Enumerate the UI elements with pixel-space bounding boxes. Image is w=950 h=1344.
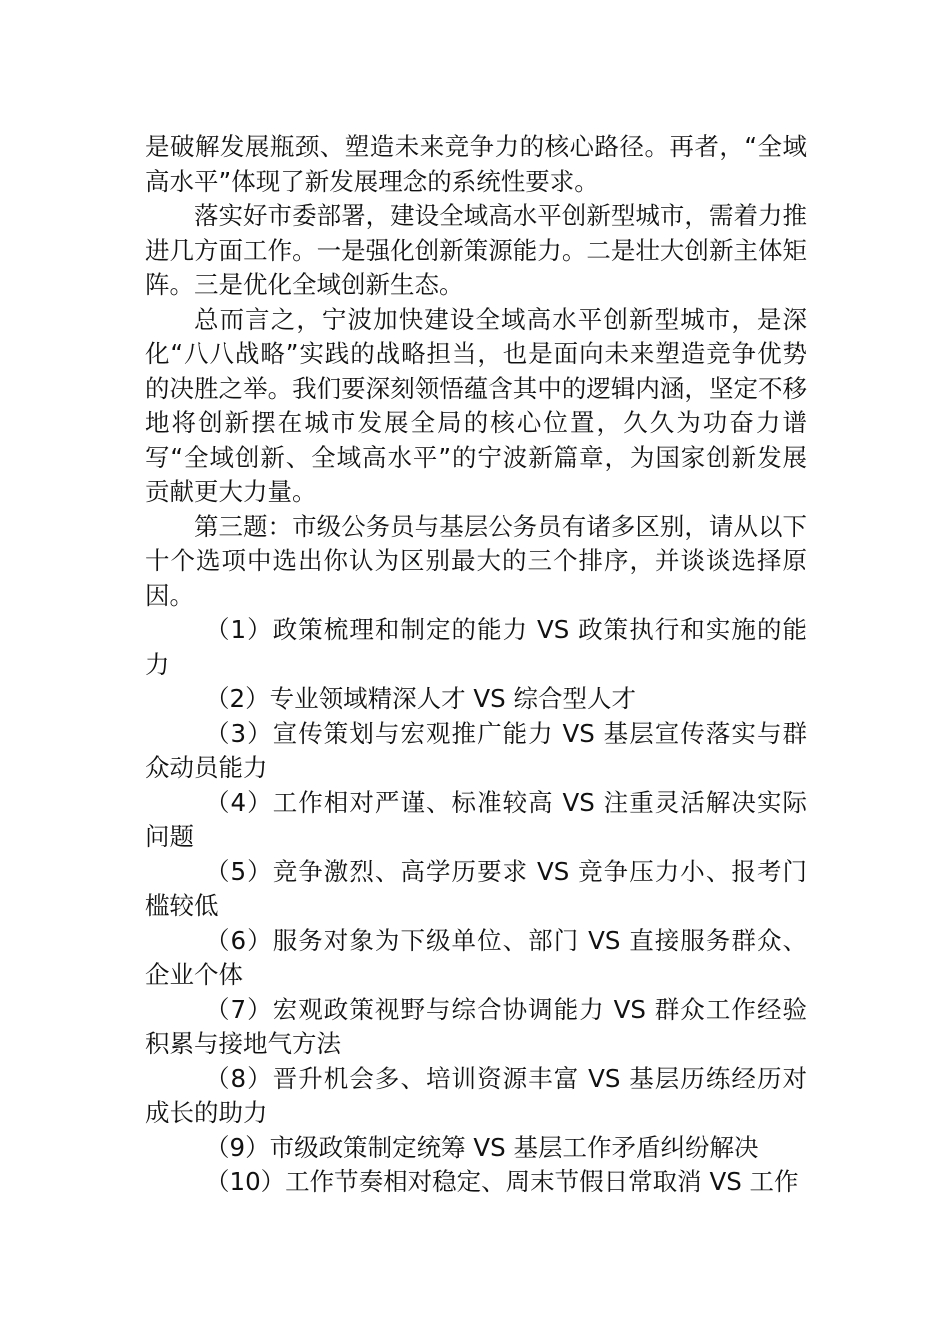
option-item: （7）宏观政策视野与综合协调能力 VS 群众工作经验积累与接地气方法 (145, 994, 807, 1058)
option-item: （3）宣传策划与宏观推广能力 VS 基层宣传落实与群众动员能力 (145, 718, 807, 782)
option-item: （10）工作节奏相对稳定、周末节假日常取消 VS 工作 (205, 1167, 799, 1196)
option-item: （2）专业领域精深人才 VS 综合型人才 (205, 684, 636, 713)
option-item: （6）服务对象为下级单位、部门 VS 直接服务群众、企业个体 (145, 925, 807, 989)
paragraph-work-measures: 落实好市委部署，建设全域高水平创新型城市，需着力推进几方面工作。一是强化创新策源能力。二是壮大创新主体矩阵。三是优化全域创新生态。 (145, 201, 807, 299)
option-item: （1）政策梳理和制定的能力 VS 政策执行和实施的能力 (145, 615, 807, 679)
question-three: 第三题：市级公务员与基层公务员有诸多区别，请从以下十个选项中选出你认为区别最大的三个排序，并谈谈选择原因。 (145, 511, 807, 610)
option-item: （5）竞争激烈、高学历要求 VS 竞争压力小、报考门槛较低 (145, 856, 807, 920)
document-page (145, 130, 807, 1200)
option-item: （8）晋升机会多、培训资源丰富 VS 基层历练经历对成长的助力 (145, 1063, 807, 1127)
option-list (145, 613, 807, 1200)
option-item: （9）市级政策制定统筹 VS 基层工作矛盾纠纷解决 (205, 1132, 759, 1162)
paragraph-continuation: 是破解发展瓶颈、塑造未来竞争力的核心路径。再者，“全域高水平”体现了新发展理念的系统性要求。 (145, 132, 807, 196)
paragraph-conclusion: 总而言之，宁波加快建设全域高水平创新型城市，是深化“八八战略”实践的战略担当，也是面向未来塑造竞争优势的决胜之举。我们要深刻领悟蕴含其中的逻辑内涵，坚定不移地将创新摆在城市发展全局的核心位置，久久为功奋力谱写“全域创新、全域高水平”的宁波新篇章，为国家创新发展贡献更大力量。 (145, 304, 807, 506)
option-item: （4）工作相对严谨、标准较高 VS 注重灵活解决实际问题 (145, 787, 807, 851)
